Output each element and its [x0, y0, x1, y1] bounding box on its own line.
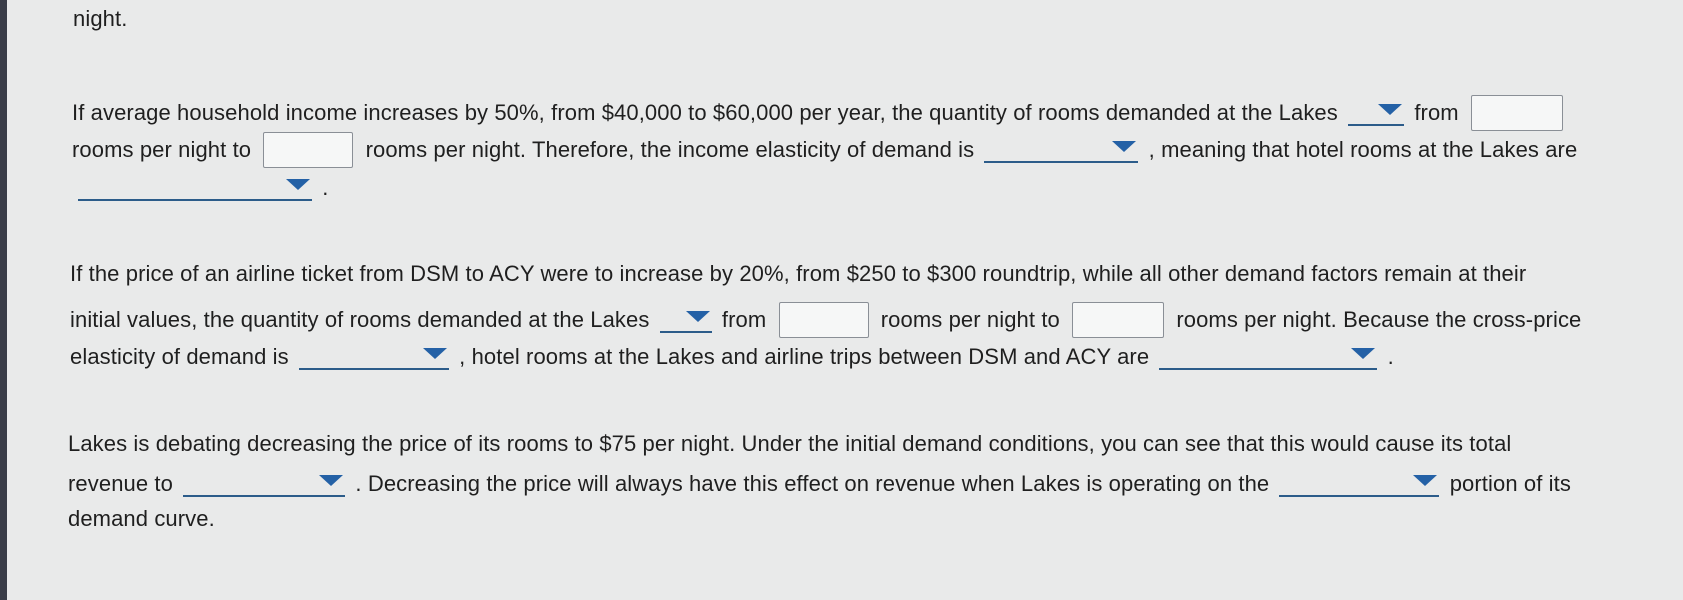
p2-cross-price-elasticity-dropdown[interactable]	[299, 344, 449, 370]
p2-line-2	[70, 302, 1581, 338]
p2-line-3-text-b: , hotel rooms at the Lakes and airline trips between DSM and ACY are	[459, 344, 1150, 370]
chevron-down-icon	[1413, 475, 1437, 486]
p2-line-2-text-d: rooms per night. Because the cross-price	[1176, 307, 1582, 332]
chevron-down-icon	[1112, 141, 1136, 152]
p2-line-3-text-a: elasticity of demand is	[70, 344, 289, 370]
p1-to-rooms-input[interactable]	[263, 132, 353, 168]
p3-line-3	[68, 505, 215, 532]
p3-line-1-text: Lakes is debating decreasing the price of its rooms to $75 per night. Under the initial demand conditions, you can see that this would cause its total	[68, 431, 1512, 457]
p2-line-1-text: If the price of an airline ticket from DSM to ACY were to increase by 20%, from $250 to $300 roundtrip, while all other demand factors remain at their	[70, 261, 1527, 287]
p3-demand-portion-dropdown[interactable]	[1279, 471, 1439, 497]
p1-line-1	[72, 95, 1569, 131]
p3-line-2	[68, 470, 1571, 497]
p3-line-2-text-c: portion of its	[1449, 471, 1571, 497]
p1-from-label: from	[1414, 100, 1459, 125]
p3-line-2-text-a: revenue to	[68, 471, 173, 497]
p1-line-1-text: If average household income increases by 50%, from $40,000 to $60,000 per year, the quantity of rooms demanded at the Lakes	[72, 100, 1338, 125]
p1-good-type-dropdown[interactable]	[78, 175, 312, 201]
p1-line-3	[78, 174, 328, 201]
p2-quantity-change-dropdown[interactable]	[660, 307, 712, 333]
p2-line-2-text-c: rooms per night to	[880, 307, 1060, 332]
p2-relationship-dropdown[interactable]	[1159, 344, 1377, 370]
p1-line-2	[72, 132, 1577, 168]
p2-from-rooms-input[interactable]	[779, 302, 869, 338]
chevron-down-icon	[286, 179, 310, 190]
p2-line-3	[70, 343, 1394, 370]
p3-line-1	[68, 430, 1511, 457]
chevron-down-icon	[1351, 348, 1375, 359]
chevron-down-icon	[423, 348, 447, 359]
p2-line-3-period: .	[1387, 344, 1394, 370]
p3-revenue-change-dropdown[interactable]	[183, 471, 345, 497]
p2-line-1	[70, 260, 1526, 287]
p3-line-3-text: demand curve.	[68, 506, 215, 532]
p1-quantity-change-dropdown[interactable]	[1348, 100, 1404, 126]
p2-to-rooms-input[interactable]	[1072, 302, 1164, 338]
p1-line-2-text-a: rooms per night to	[72, 137, 252, 162]
p1-from-rooms-input[interactable]	[1471, 95, 1563, 131]
p2-line-2-text-a: initial values, the quantity of rooms demanded at the Lakes	[70, 307, 650, 332]
chevron-down-icon	[686, 311, 710, 322]
p1-line-3-period: .	[322, 175, 329, 201]
chevron-down-icon	[319, 475, 343, 486]
p2-from-label: from	[721, 307, 767, 332]
top-fragment-line	[73, 5, 127, 32]
p1-income-elasticity-dropdown[interactable]	[984, 137, 1138, 163]
p1-line-2-text-c: , meaning that hotel rooms at the Lakes are	[1148, 137, 1578, 162]
top-fragment-text: night.	[73, 6, 128, 32]
chevron-down-icon	[1378, 104, 1402, 115]
p3-line-2-text-b: . Decreasing the price will always have this effect on revenue when Lakes is operating on the	[355, 471, 1270, 497]
p1-line-2-text-b: rooms per night. Therefore, the income elasticity of demand is	[365, 137, 975, 162]
